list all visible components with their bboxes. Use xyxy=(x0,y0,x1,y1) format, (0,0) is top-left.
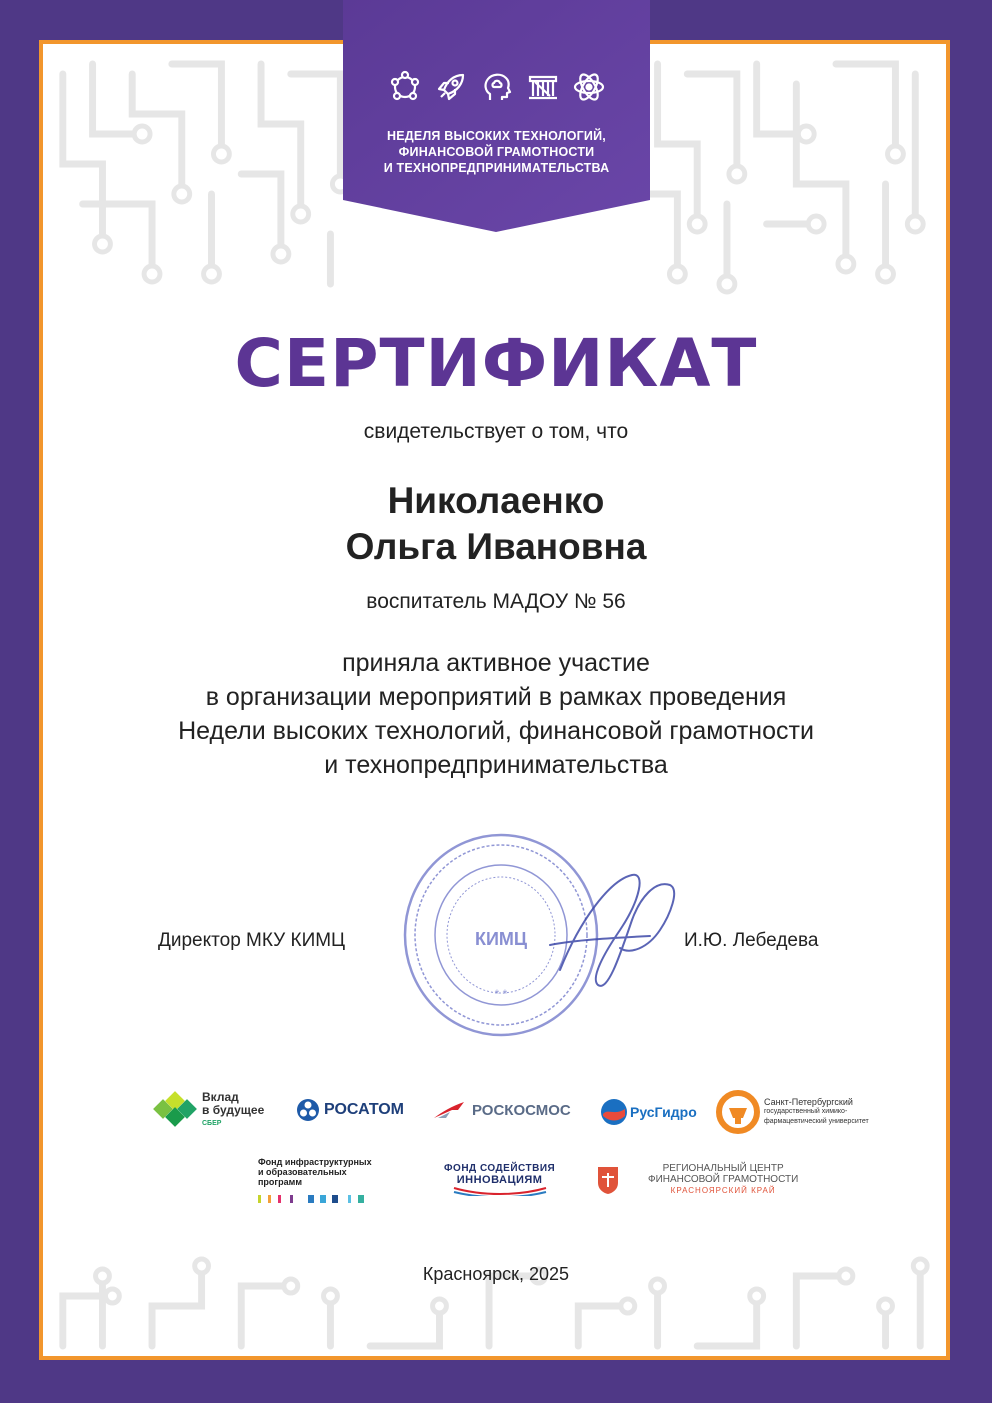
event-title-line: ФИНАНСОВОЙ ГРАМОТНОСТИ xyxy=(398,145,595,159)
circuit-pattern-bottom xyxy=(43,1236,946,1356)
vklad-line: Вклад xyxy=(202,1089,239,1104)
spb-line: фармацевтический университет xyxy=(764,1118,869,1125)
signature-row xyxy=(0,930,992,960)
body-line: в организации мероприятий в рамках проведения xyxy=(205,683,787,711)
rc-line: РЕГИОНАЛЬНЫЙ ЦЕНТР xyxy=(662,1163,784,1174)
rosatom-icon xyxy=(296,1098,320,1122)
spb-line: Санкт-Петербургский xyxy=(764,1097,853,1107)
fond-color-bars xyxy=(258,1193,368,1205)
rushydro-icon xyxy=(600,1098,628,1126)
logo-fond-innovation xyxy=(444,1163,555,1196)
spb-university-icon xyxy=(716,1090,760,1134)
vklad-sber: СБЕР xyxy=(202,1119,222,1127)
certificate-body xyxy=(0,646,992,782)
event-ribbon xyxy=(343,0,650,232)
innov-line: ИННОВАЦИЯМ xyxy=(456,1174,543,1186)
city-year: Красноярск, 2025 xyxy=(422,1264,570,1284)
roscosmos-label: РОСКОСМОС xyxy=(472,1101,571,1119)
atom-icon xyxy=(572,70,606,104)
body-line: и технопредпринимательства xyxy=(324,751,668,779)
logo-roscosmos xyxy=(432,1100,571,1120)
logo-vklad-v-budushchee xyxy=(152,1090,264,1130)
recipient-given-names: Ольга Ивановна xyxy=(345,526,647,567)
signer-name: И.Ю. Лебедева xyxy=(684,930,819,951)
logo-spb-pharm-university xyxy=(716,1090,869,1134)
stamp-label: КИМЦ xyxy=(474,929,528,949)
rc-line: ФИНАНСОВОЙ ГРАМОТНОСТИ xyxy=(648,1174,799,1185)
ribbon-background xyxy=(343,0,650,232)
event-title-line: И ТЕХНОПРЕДПРИНИМАТЕЛЬСТВА xyxy=(383,161,610,175)
logo-rushydro xyxy=(600,1098,697,1126)
fond-line: Фонд инфраструктурных xyxy=(258,1157,372,1167)
event-title-line: НЕДЕЛЯ ВЫСОКИХ ТЕХНОЛОГИЙ, xyxy=(387,129,606,143)
body-line: Недели высоких технологий, финансовой грамотности xyxy=(178,717,814,745)
recipient-position: воспитатель МАДОУ № 56 xyxy=(366,590,626,613)
signer-role: Директор МКУ КИМЦ xyxy=(158,930,346,951)
body-line: приняла активное участие xyxy=(342,649,650,677)
svg-text:* *: * * xyxy=(494,987,508,1001)
innov-line: ФОНД СОДЕЙСТВИЯ xyxy=(444,1163,556,1174)
logo-rosatom xyxy=(296,1098,404,1122)
logo-fond-infrastructure xyxy=(258,1157,372,1205)
rocket-icon xyxy=(434,70,468,104)
recipient-name xyxy=(0,478,992,570)
certificate-subtitle: свидетельствует о том, что xyxy=(363,420,629,443)
vklad-line: в будущее xyxy=(202,1102,265,1117)
vklad-logo-icon xyxy=(152,1090,198,1130)
rosatom-label: РОСАТОМ xyxy=(324,1101,404,1118)
logo-regional-center xyxy=(596,1163,798,1196)
fond-line: и образовательных xyxy=(258,1167,347,1177)
fond-line: программ xyxy=(258,1177,302,1187)
bank-icon xyxy=(526,70,560,104)
roscosmos-icon xyxy=(432,1100,466,1120)
network-icon xyxy=(388,70,422,104)
certificate-heading: СЕРТИФИКАТ xyxy=(234,325,758,402)
partner-logos-row-2 xyxy=(0,1157,992,1213)
rushydro-label: РусГидро xyxy=(630,1104,697,1120)
ribbon-icons xyxy=(343,70,650,104)
partner-logos-row-1 xyxy=(0,1090,992,1140)
head-profile-icon xyxy=(480,70,514,104)
event-title xyxy=(343,128,650,176)
recipient-surname: Николаенко xyxy=(387,480,605,521)
krasnoyarsk-crest-icon xyxy=(596,1165,620,1195)
spb-line: государственный химико- xyxy=(764,1108,848,1115)
innov-underline xyxy=(452,1186,548,1196)
rc-line: КРАСНОЯРСКИЙ КРАЙ xyxy=(670,1186,776,1195)
